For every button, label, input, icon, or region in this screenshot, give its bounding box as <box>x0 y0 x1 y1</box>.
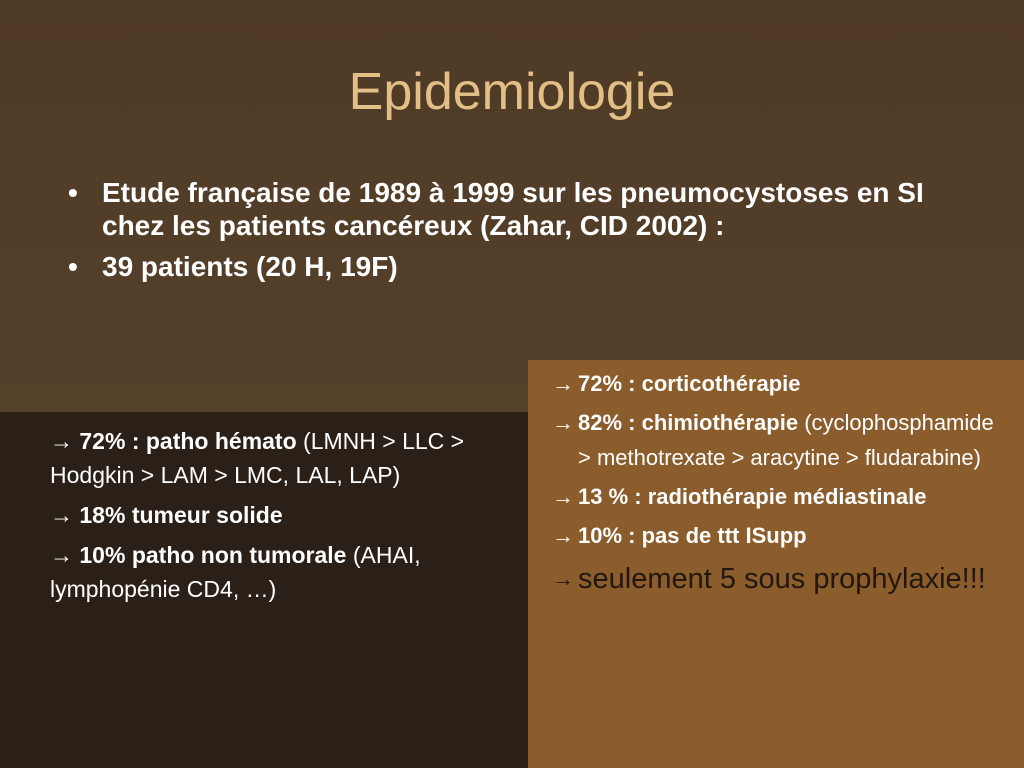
bullet-text: 39 patients (20 H, 19F) <box>102 251 398 282</box>
list-item <box>50 498 520 532</box>
list-item <box>552 405 1012 475</box>
item-bold: 13 % : radiothérapie médiastinale <box>578 484 927 509</box>
slide-title: Epidemiologie <box>348 63 676 121</box>
list-item <box>50 538 520 606</box>
item-bold: 72% : patho hémato <box>79 428 297 454</box>
list-item <box>60 176 960 242</box>
arrow-icon: → <box>50 542 73 568</box>
arrow-icon: → <box>50 502 73 528</box>
arrow-icon: → <box>50 428 73 454</box>
list-item <box>60 250 960 283</box>
bullet-text: Etude française de 1989 à 1999 sur les pneumocystoses en SI chez les patients cancéreux (Zahar, CID 2002) : <box>102 177 924 241</box>
left-panel <box>50 424 520 612</box>
arrow-icon: → <box>552 484 574 509</box>
bullet-icon: • <box>68 251 78 282</box>
list-item <box>552 366 1012 401</box>
conclusion-text: seulement 5 sous prophylaxie!!! <box>578 563 986 595</box>
conclusion-item <box>552 561 1012 597</box>
item-detail: (AHAI, lymphopénie CD4, …) <box>50 542 421 602</box>
right-panel <box>552 366 1012 601</box>
arrow-icon: → <box>552 371 574 396</box>
bullet-icon: • <box>68 177 78 208</box>
item-bold: 10% : pas de ttt ISupp <box>578 523 807 548</box>
item-bold: 72% : corticothérapie <box>578 371 801 396</box>
main-bullet-list <box>60 176 960 291</box>
arrow-icon: → <box>552 410 574 435</box>
item-bold: 82% : chimiothérapie <box>578 410 799 435</box>
item-bold: 10% patho non tumorale <box>79 542 347 568</box>
item-bold: 18% tumeur solide <box>79 502 283 528</box>
list-item <box>552 518 1012 553</box>
arrow-icon: → <box>552 566 574 591</box>
item-detail: (LMNH > LLC > Hodgkin > LAM > LMC, LAL, LAP) <box>50 428 465 488</box>
item-detail: (cyclophosphamide > methotrexate > aracytine > fludarabine) <box>578 410 994 470</box>
arrow-icon: → <box>552 523 574 548</box>
list-item <box>50 424 520 492</box>
list-item <box>552 479 1012 514</box>
